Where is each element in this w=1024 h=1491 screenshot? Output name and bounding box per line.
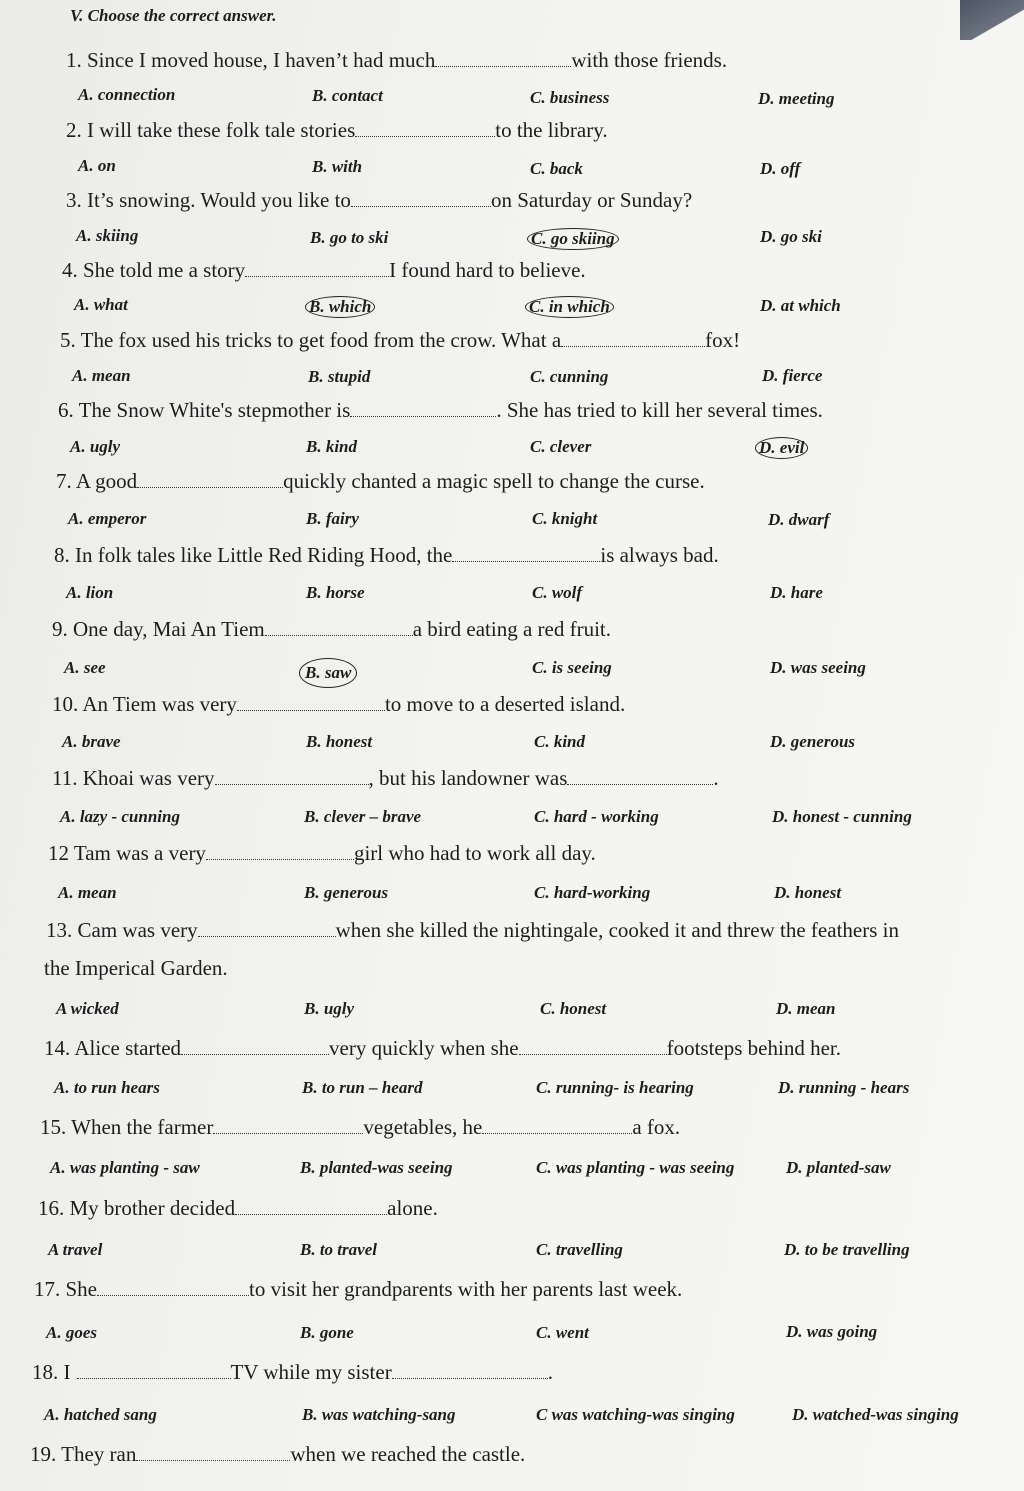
question-text: 16. My brother decided [38,1195,236,1220]
option-b: B. planted-was seeing [300,1158,453,1177]
option-d: D. fierce [762,366,823,385]
option-b: B. to run – heard [302,1078,423,1097]
option-d: D. at which [760,296,841,315]
option-c: C. business [530,88,610,107]
question-text: 11. Khoai was very [52,765,215,790]
option-a: A. was planting - saw [50,1158,200,1177]
question-text: . [547,1359,553,1384]
option-d: D. to be travelling [784,1240,910,1259]
option-a: A. see [64,658,106,677]
question-text: , but his landowner was [368,765,568,790]
question-9 [52,616,611,642]
question-text: when we reached the castle. [290,1441,526,1466]
answer-blank [237,691,385,711]
option-a: A. mean [72,366,131,385]
option-c: C. clever [530,437,592,456]
question-text: 13. Cam was very [46,917,198,942]
question-text: to visit her grandparents with her parents last week. [249,1276,683,1301]
question-text: 2. I will take these folk tale stories [66,117,356,142]
option-a: A. to run hears [54,1078,160,1097]
question-text: 6. The Snow White's stepmother is [58,397,351,422]
option-d: D. generous [770,732,856,751]
answer-blank [245,257,389,277]
answer-blank [97,1276,249,1296]
circled-mark: D. evil [755,437,808,459]
option-d: D. planted-saw [786,1158,891,1177]
option-a: A wicked [56,999,119,1018]
question-text: 9. One day, Mai An Tiem [52,616,265,641]
answer-blank [435,47,571,67]
question-text: . She has tried to kill her several times. [496,397,823,422]
question-text: 1. Since I moved house, I haven’t had much [66,47,436,72]
option-a: A. skiing [76,226,139,245]
option-a: A. emperor [68,509,147,528]
option-c: C. hard - working [534,807,659,826]
option-d: D. go ski [760,227,822,246]
option-b: B. contact [312,86,383,105]
option-b: B. to travel [300,1240,377,1259]
question-12 [48,840,596,866]
question-text: is always bad. [600,542,719,567]
question-text: a bird eating a red fruit. [412,616,611,641]
question-text: to the library. [495,117,608,142]
question-4 [62,257,586,283]
question-7 [56,468,705,494]
question-2 [66,117,608,143]
option-d: D. running - hears [778,1078,910,1097]
question-5 [60,327,740,353]
answer-blank [77,1359,231,1379]
section-title: V. Choose the correct answer. [70,6,277,25]
option-d: D. honest - cunning [772,807,912,826]
question-text: 10. An Tiem was very [52,691,237,716]
option-b: B. generous [304,883,389,902]
question-3 [66,187,692,213]
circled-mark: B. saw [299,658,357,688]
question-text: 7. A good [56,468,138,493]
option-a: A. lion [66,583,114,602]
option-d-circled [758,437,808,459]
answer-blank [392,1359,548,1379]
option-b-circled [308,296,375,318]
question-text: girl who had to work all day. [353,840,596,865]
option-d: D. meeting [758,89,835,108]
answer-blank [351,187,491,207]
option-d: D. dwarf [768,510,830,529]
option-d: D. mean [776,999,836,1018]
question-text: 14. Alice started [44,1035,182,1060]
answer-blank [350,397,496,417]
question-text: to move to a deserted island. [384,691,626,716]
option-b: B. horse [306,583,365,602]
option-d: D. was going [786,1322,878,1341]
option-b: B. kind [306,437,358,456]
option-a: A travel [48,1240,103,1259]
question-16 [38,1195,438,1221]
option-c-circled [528,296,614,318]
circled-mark: C. go skiing [527,228,619,250]
option-b: B. go to ski [310,228,389,247]
question-text: 8. In folk tales like Little Red Riding Hood, the [54,542,453,567]
question-text: 18. I [32,1359,71,1384]
answer-blank [215,765,369,785]
option-a: A. mean [58,883,117,902]
option-c: C. knight [532,509,598,528]
answer-blank [265,616,413,636]
question-text: vegetables, he [363,1114,483,1139]
option-c: C. kind [534,732,586,751]
question-15 [40,1114,680,1140]
question-text: when she killed the nightingale, cooked it and threw the feathers in [335,917,899,942]
option-a: A. lazy - cunning [60,807,180,826]
answer-blank [181,1035,329,1055]
answer-blank [452,542,600,562]
option-b: B. ugly [304,999,355,1018]
option-c: C. travelling [536,1240,623,1259]
question-text: very quickly when she [329,1035,519,1060]
option-c: C was watching-was singing [536,1405,735,1424]
option-a: A. connection [78,85,176,104]
question-6 [58,397,823,423]
option-a: A. hatched sang [44,1405,157,1424]
question-text: . [713,765,719,790]
question-text: TV while my sister [230,1359,392,1384]
question-text: quickly chanted a magic spell to change the curse. [283,468,705,493]
option-a: A. goes [46,1323,97,1342]
question-11 [52,765,719,791]
question-17 [34,1276,682,1302]
question-text: 15. When the farmer [40,1114,214,1139]
question-text: 12 Tam was a very [48,840,206,865]
option-c: C. cunning [530,367,609,386]
answer-blank [136,1441,290,1461]
answer-blank [137,468,283,488]
answer-blank [198,917,336,937]
question-text: with those friends. [571,47,728,72]
option-c: C. is seeing [532,658,612,677]
option-a: A. what [74,295,128,314]
page-corner-shadow [960,0,1024,40]
question-text: I found hard to believe. [389,257,586,282]
question-10 [52,691,625,717]
option-b: B. stupid [308,367,371,386]
option-b-circled [302,658,357,688]
option-b: B. with [312,157,363,176]
question-text: 17. She [34,1276,97,1301]
option-b: B. clever – brave [304,807,422,826]
option-b: B. fairy [306,509,359,528]
question-text: a fox. [632,1114,681,1139]
answer-blank [482,1114,632,1134]
option-a: A. brave [62,732,121,751]
option-c-circled [530,228,619,250]
answer-blank [567,765,713,785]
option-b: B. honest [306,732,373,751]
option-b: B. gone [300,1323,354,1342]
question-13-continued: the Imperical Garden. [44,956,228,980]
question-19 [30,1441,525,1467]
question-13 [46,917,899,943]
option-c: C. running- is hearing [536,1078,694,1097]
option-d: D. honest [774,883,842,902]
question-text: 3. It’s snowing. Would you like to [66,187,351,212]
option-a: A. ugly [70,437,121,456]
answer-blank [213,1114,363,1134]
answer-blank [206,840,354,860]
option-c: C. was planting - was seeing [536,1158,735,1177]
question-text: fox! [705,327,741,352]
answer-blank [235,1195,387,1215]
option-d: D. hare [770,583,823,602]
question-text: 4. She told me a story [62,257,246,282]
option-b: B. was watching-sang [302,1405,456,1424]
option-d: D. was seeing [770,658,866,677]
question-text: footsteps behind her. [666,1035,841,1060]
answer-blank [519,1035,667,1055]
question-18 [32,1359,553,1385]
question-1 [66,47,727,73]
option-c: C. honest [540,999,607,1018]
answer-blank [561,327,705,347]
circled-mark: B. which [305,296,375,318]
circled-mark: C. in which [525,296,614,318]
question-text: on Saturday or Sunday? [490,187,693,212]
question-text: 5. The fox used his tricks to get food from the crow. What a [60,327,562,352]
question-8 [54,542,719,568]
question-text: 19. They ran [30,1441,137,1466]
option-c: C. hard-working [534,883,651,902]
question-text: alone. [387,1195,438,1220]
question-14 [44,1035,841,1061]
option-c: C. went [536,1323,589,1342]
option-d: D. watched-was singing [792,1405,959,1424]
option-a: A. on [78,156,116,175]
option-c: C. back [530,159,583,178]
answer-blank [355,117,495,137]
option-d: D. off [760,159,801,178]
option-c: C. wolf [532,583,583,602]
